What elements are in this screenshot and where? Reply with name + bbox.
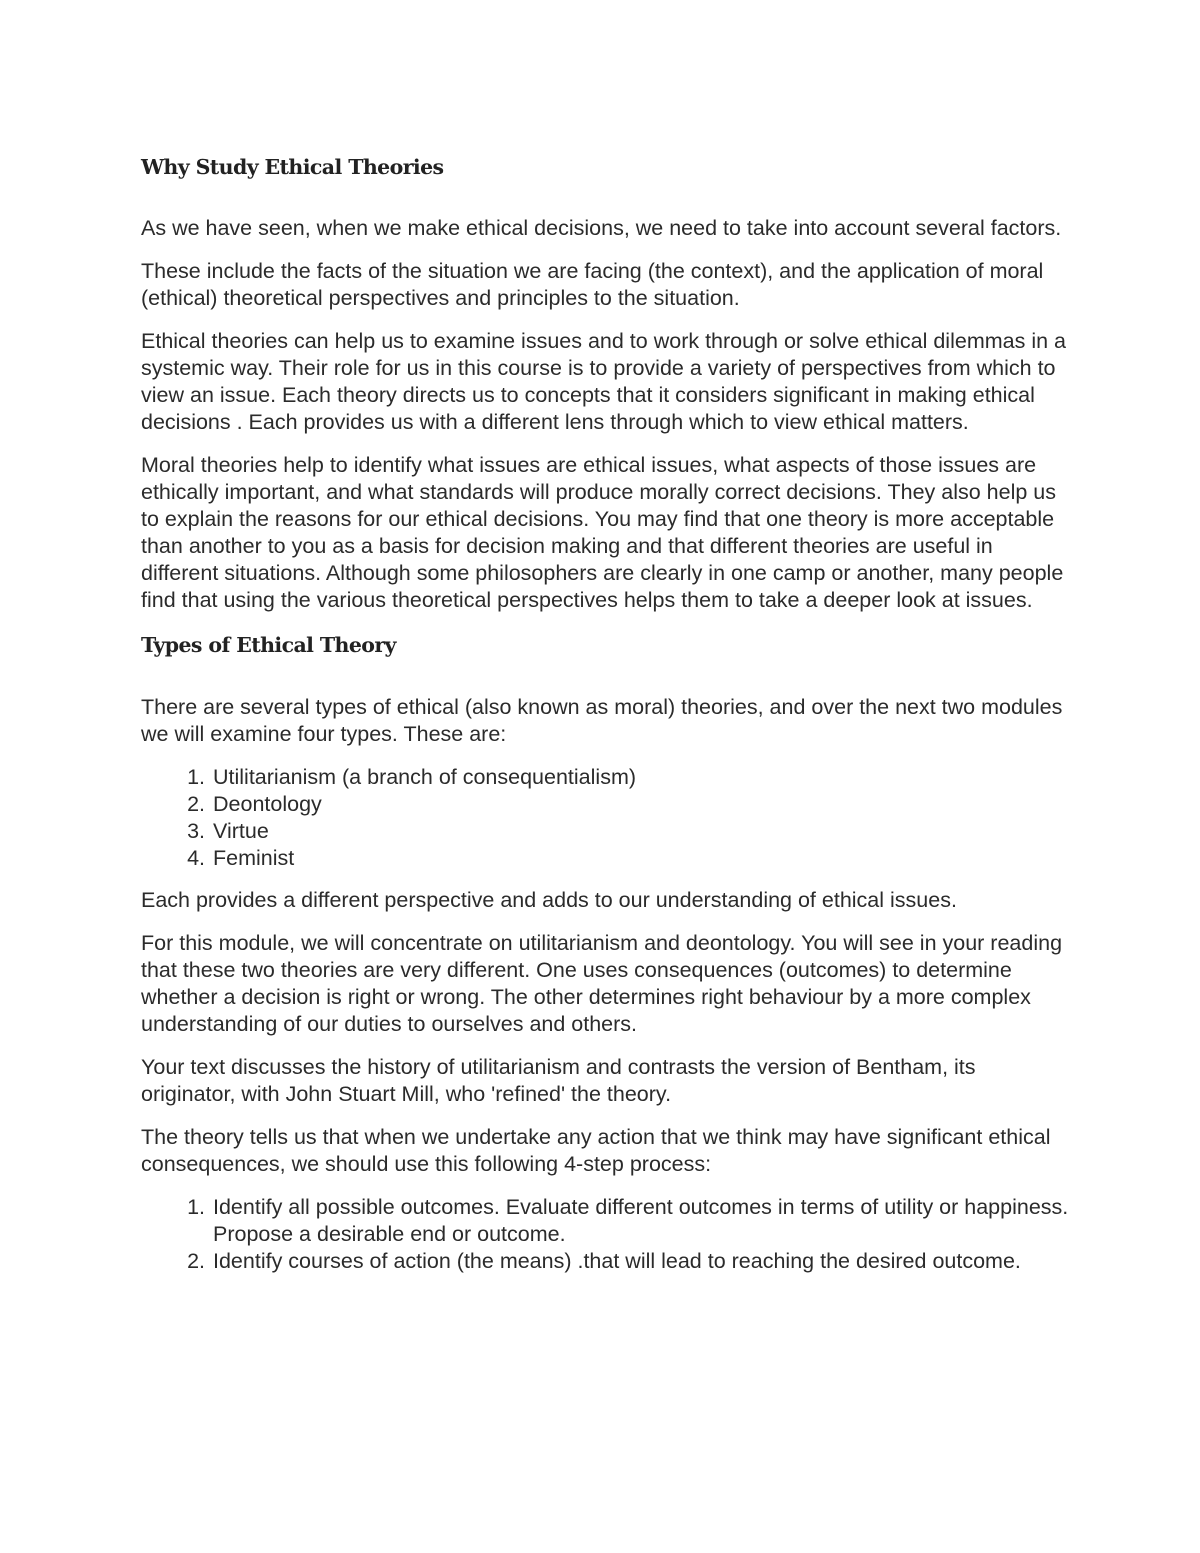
list-item: 2. Deontology <box>211 791 1071 818</box>
steps-list <box>141 1194 1071 1275</box>
paragraph: Moral theories help to identify what issues are ethical issues, what aspects of those issues are ethically important, and what standards will produce morally correct decisions. They also help us to explain the reasons for our ethical decisions. You may find that one theory is more acceptable than another to you as a basis for decision making and that different theories are useful in different situations. Although some philosophers are clearly in one camp or another, many people find that using the various theoretical perspectives helps them to take a deeper look at issues. <box>141 453 1064 612</box>
paragraph: For this module, we will concentrate on utilitarianism and deontology. You will see in your reading that these two theories are very different. One uses consequences (outcomes) to determine whether a decision is right or wrong. The other determines right behaviour by a more complex understanding of our duties to ourselves and others. <box>141 931 1063 1036</box>
paragraph-intro: There are several types of ethical (also known as moral) theories, and over the next two modules we will examine four types. These are: <box>141 695 1063 746</box>
list-item: 1. Utilitarianism (a branch of consequentialism) <box>211 764 1071 791</box>
types-list <box>141 764 1071 872</box>
paragraph: Your text discusses the history of utilitarianism and contrasts the version of Bentham, its originator, with John Stuart Mill, who 'refined' the theory. <box>141 1055 976 1106</box>
list-item: 1. Identify all possible outcomes. Evaluate different outcomes in terms of utility or happiness. Propose a desirable end or outcome. <box>211 1194 1071 1248</box>
list-item: 2. Identify courses of action (the means) .that will lead to reaching the desired outcome. <box>211 1248 1071 1275</box>
paragraph: As we have seen, when we make ethical decisions, we need to take into account several factors. <box>141 216 1062 240</box>
section-heading-why-study: Why Study Ethical Theories <box>141 155 444 179</box>
paragraph: Ethical theories can help us to examine issues and to work through or solve ethical dilemmas in a systemic way. Their role for us in this course is to provide a variety of perspectives from which to view an issue. Each theory directs us to concepts that it considers significant in making ethical decisions . Each provides us with a different lens through which to view ethical matters. <box>141 329 1066 434</box>
document-page <box>141 152 1071 1275</box>
list-item: 3. Virtue <box>211 818 1071 845</box>
paragraph: Each provides a different perspective and adds to our understanding of ethical issues. <box>141 888 957 912</box>
section-heading-types: Types of Ethical Theory <box>141 633 396 657</box>
paragraph: The theory tells us that when we undertake any action that we think may have significant ethical consequences, we should use this following 4-step process: <box>141 1125 1051 1176</box>
paragraph: These include the facts of the situation we are facing (the context), and the application of moral (ethical) theoretical perspectives and principles to the situation. <box>141 259 1044 310</box>
list-item: 4. Feminist <box>211 845 1071 872</box>
